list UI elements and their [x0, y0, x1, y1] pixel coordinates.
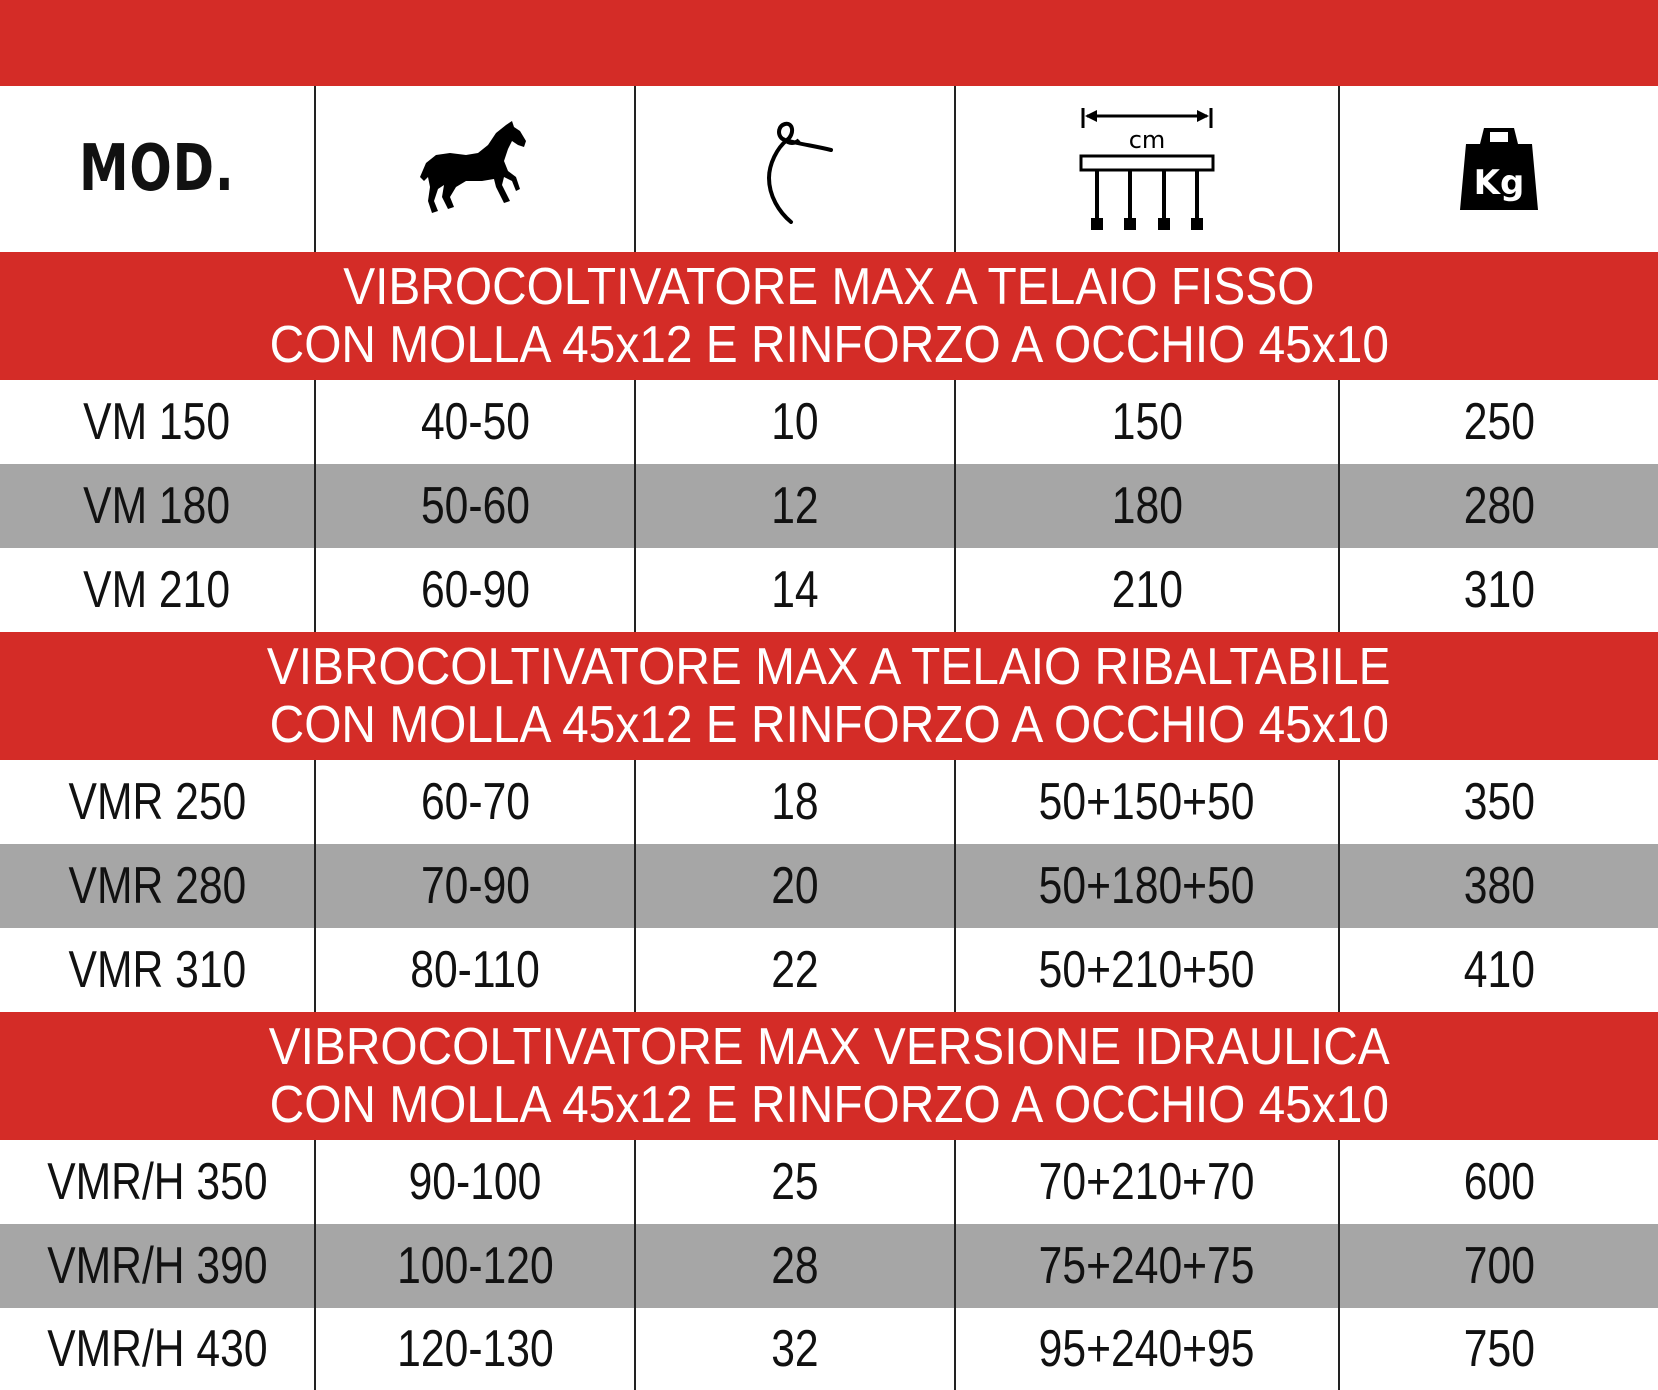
springs-value: 25	[771, 1153, 819, 1211]
table-row	[0, 1224, 1658, 1308]
cell-model	[0, 548, 314, 632]
power-value: 50-60	[420, 477, 530, 535]
cell-power	[314, 760, 634, 844]
cell-springs	[634, 464, 954, 548]
cell-springs	[634, 844, 954, 928]
header-power	[314, 86, 634, 252]
power-value: 60-70	[420, 773, 530, 831]
kg-label: Kg	[1473, 163, 1525, 203]
width-value: 50+150+50	[1039, 773, 1255, 831]
cell-weight	[1338, 1224, 1658, 1308]
section-title-line-1: VIBROCOLTIVATORE MAX A TELAIO FISSO	[343, 258, 1315, 316]
weight-value: 280	[1463, 477, 1535, 535]
section-title-line-2: CON MOLLA 45x12 E RINFORZO A OCCHIO 45x10	[269, 316, 1389, 374]
cell-springs	[634, 1308, 954, 1390]
springs-value: 32	[771, 1320, 819, 1378]
weight-value: 350	[1463, 773, 1535, 831]
cell-power	[314, 1308, 634, 1390]
table-row	[0, 380, 1658, 464]
springs-value: 10	[771, 393, 819, 451]
cell-weight	[1338, 760, 1658, 844]
cell-model	[0, 1308, 314, 1390]
width-value: 75+240+75	[1039, 1237, 1255, 1295]
cell-model	[0, 464, 314, 548]
width-value: 50+180+50	[1039, 857, 1255, 915]
spring-tine-icon	[755, 114, 835, 224]
cell-power	[314, 1140, 634, 1224]
cell-weight	[1338, 380, 1658, 464]
cell-weight	[1338, 548, 1658, 632]
header-model	[0, 86, 314, 252]
power-value: 70-90	[420, 857, 530, 915]
section-title-folding-frame	[0, 632, 1658, 760]
cell-power	[314, 464, 634, 548]
weight-kg-icon	[1456, 124, 1542, 214]
cell-springs	[634, 380, 954, 464]
width-value: 150	[1111, 393, 1183, 451]
model-value: VMR/H 390	[46, 1237, 268, 1295]
cell-power	[314, 1224, 634, 1308]
cell-springs	[634, 1140, 954, 1224]
horse-power-icon	[420, 119, 530, 219]
model-value: VMR 280	[68, 857, 246, 915]
weight-value: 250	[1463, 393, 1535, 451]
table-row	[0, 1308, 1658, 1390]
weight-value: 410	[1463, 941, 1535, 999]
model-value: VMR/H 430	[46, 1320, 268, 1378]
springs-value: 18	[771, 773, 819, 831]
width-value: 70+210+70	[1039, 1153, 1255, 1211]
model-column-label: MOD.	[79, 132, 235, 206]
cell-width	[954, 928, 1338, 1012]
cell-width	[954, 844, 1338, 928]
cell-springs	[634, 928, 954, 1012]
section-title-fixed-frame	[0, 252, 1658, 380]
cell-width	[954, 380, 1338, 464]
cell-power	[314, 844, 634, 928]
power-value: 100-120	[396, 1237, 554, 1295]
cell-power	[314, 928, 634, 1012]
cell-weight	[1338, 464, 1658, 548]
model-value: VMR/H 350	[46, 1153, 268, 1211]
power-value: 90-100	[408, 1153, 542, 1211]
header-weight	[1338, 86, 1658, 252]
header-width	[954, 86, 1338, 252]
table-row	[0, 464, 1658, 548]
section-title-line-1: VIBROCOLTIVATORE MAX A TELAIO RIBALTABILE	[267, 638, 1391, 696]
table-header	[0, 86, 1658, 252]
section-title-line-2: CON MOLLA 45x12 E RINFORZO A OCCHIO 45x10	[269, 696, 1389, 754]
cell-weight	[1338, 1308, 1658, 1390]
power-value: 80-110	[410, 941, 540, 999]
model-value: VM 150	[83, 393, 231, 451]
section-title-line-2: CON MOLLA 45x12 E RINFORZO A OCCHIO 45x10	[269, 1076, 1389, 1134]
cell-springs	[634, 548, 954, 632]
section-title-hydraulic	[0, 1012, 1658, 1140]
cell-weight	[1338, 844, 1658, 928]
weight-value: 380	[1463, 857, 1535, 915]
power-value: 120-130	[396, 1320, 554, 1378]
power-value: 40-50	[420, 393, 530, 451]
weight-value: 310	[1463, 561, 1535, 619]
header-spring	[634, 86, 954, 252]
cell-springs	[634, 760, 954, 844]
cell-model	[0, 1140, 314, 1224]
springs-value: 14	[771, 561, 819, 619]
cell-model	[0, 844, 314, 928]
model-value: VM 210	[83, 561, 231, 619]
cell-model	[0, 760, 314, 844]
width-value: 210	[1111, 561, 1183, 619]
cell-width	[954, 464, 1338, 548]
model-value: VM 180	[83, 477, 231, 535]
section-title-line-1: VIBROCOLTIVATORE MAX VERSIONE IDRAULICA	[268, 1018, 1390, 1076]
cell-model	[0, 928, 314, 1012]
width-value: 50+210+50	[1039, 941, 1255, 999]
weight-value: 600	[1463, 1153, 1535, 1211]
cell-model	[0, 1224, 314, 1308]
weight-value: 700	[1463, 1237, 1535, 1295]
springs-value: 20	[771, 857, 819, 915]
springs-value: 22	[771, 941, 819, 999]
power-value: 60-90	[420, 561, 530, 619]
model-value: VMR 310	[68, 941, 246, 999]
cell-width	[954, 1224, 1338, 1308]
model-value: VMR 250	[68, 773, 246, 831]
table-row	[0, 844, 1658, 928]
cell-model	[0, 380, 314, 464]
cell-width	[954, 548, 1338, 632]
table-row	[0, 1140, 1658, 1224]
table-row	[0, 548, 1658, 632]
cell-weight	[1338, 1140, 1658, 1224]
cell-width	[954, 1140, 1338, 1224]
working-width-cm-icon	[1077, 104, 1217, 234]
cell-width	[954, 760, 1338, 844]
cell-power	[314, 548, 634, 632]
table-row	[0, 928, 1658, 1012]
springs-value: 12	[771, 477, 819, 535]
cm-label: cm	[1128, 126, 1166, 154]
width-value: 95+240+95	[1039, 1320, 1255, 1378]
weight-value: 750	[1463, 1320, 1535, 1378]
cell-weight	[1338, 928, 1658, 1012]
table-row	[0, 760, 1658, 844]
cell-power	[314, 380, 634, 464]
top-red-band	[0, 0, 1658, 86]
springs-value: 28	[771, 1237, 819, 1295]
width-value: 180	[1111, 477, 1183, 535]
cell-width	[954, 1308, 1338, 1390]
cell-springs	[634, 1224, 954, 1308]
